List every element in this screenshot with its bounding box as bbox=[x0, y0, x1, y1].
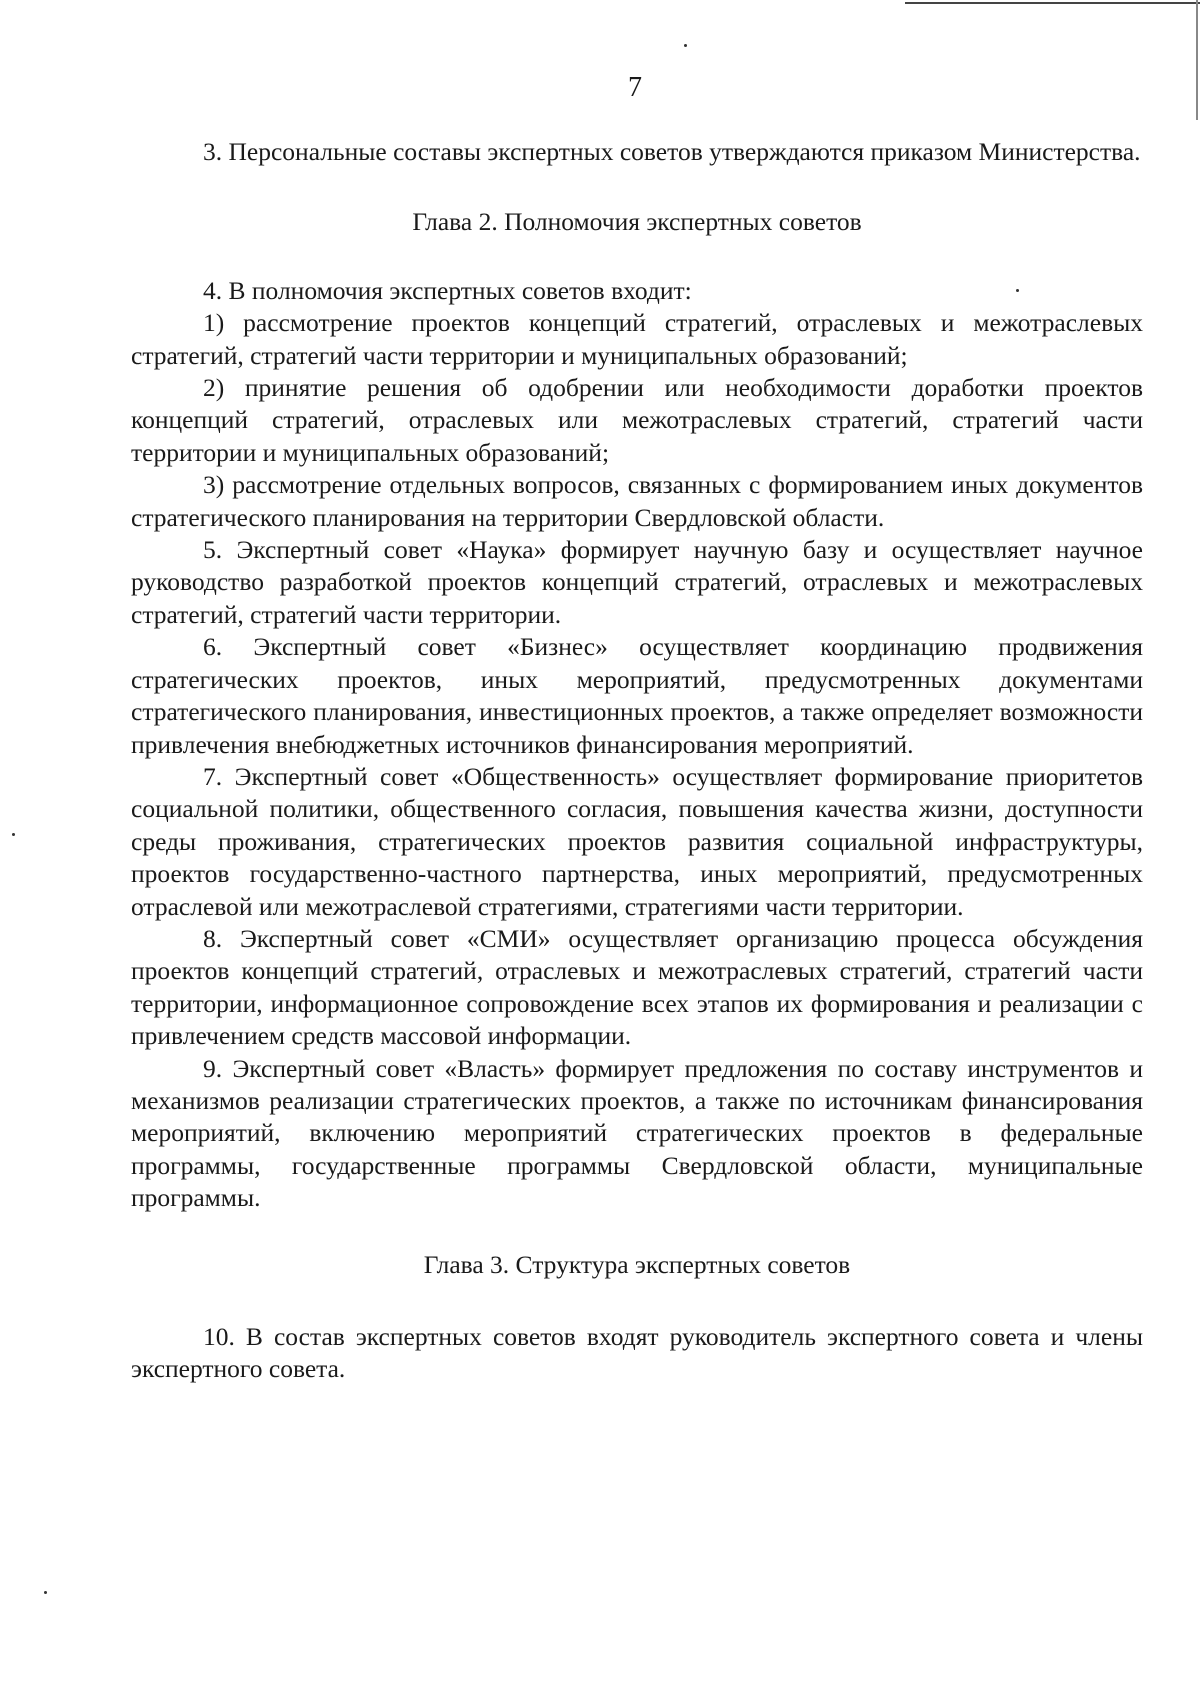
scan-edge-top bbox=[905, 2, 1200, 4]
paragraph-4-item-2: 2) принятие решения об одобрении или необходимости доработки проектов концепций стратегий, отраслевых или межотраслевых стратегий, стратегий части территории и муниципальных образований; bbox=[131, 373, 1143, 467]
paragraph-7: 7. Экспертный совет «Общественность» осуществляет формирование приоритетов социальной политики, общественного согласия, повышения качества жизни, доступности среды проживания, стратегических проектов развития социальной инфраструктуры, проектов государственно-частного партнерства, иных мероприятий, предусмотренных отраслевой или межотраслевой стратегиями, стратегиями части территории. bbox=[131, 761, 1143, 921]
paragraph-9: 9. Экспертный совет «Власть» формирует предложения по составу инструментов и механизмов реализации стратегических проектов, а также по источникам финансирования мероприятий, включению мероприятий стратегических проектов в федеральные программы, государственные программы Свердловской области, муниципальные программы. bbox=[131, 1053, 1143, 1213]
paragraph-3: 3. Персональные составы экспертных советов утверждаются приказом Министерства. bbox=[203, 137, 1141, 166]
scan-speck bbox=[12, 833, 15, 836]
scan-speck bbox=[44, 1591, 47, 1594]
scan-speck bbox=[684, 44, 687, 47]
paragraph-4: 4. В полномочия экспертных советов входит: bbox=[203, 275, 692, 305]
paragraph-6: 6. Экспертный совет «Бизнес» осуществляет координацию продвижения стратегических проектов, иных мероприятий, предусмотренных документами стратегического планирования, инвестиционных проектов, а также определяет возможности привлечения внебюджетных источников финансирования мероприятий. bbox=[131, 632, 1143, 759]
paragraph-4-item-3: 3) рассмотрение отдельных вопросов, связанных с формированием иных документов стратегического планирования на территории Свердловской области. bbox=[131, 470, 1143, 532]
document-body bbox=[131, 136, 1143, 1386]
paragraph-5: 5. Экспертный совет «Наука» формирует научную базу и осуществляет научное руководство разработкой проектов концепций стратегий, отраслевых и межотраслевых стратегий, стратегий части территории. bbox=[131, 535, 1143, 629]
paragraph-4-item-1: 1) рассмотрение проектов концепций стратегий, отраслевых и межотраслевых стратегий, стратегий части территории и муниципальных образований; bbox=[131, 308, 1143, 370]
chapter-3-heading: Глава 3. Структура экспертных советов bbox=[423, 1249, 851, 1279]
page-number: 7 bbox=[628, 72, 642, 103]
chapter-2-heading: Глава 2. Полномочия экспертных советов bbox=[412, 207, 862, 237]
paragraph-10: 10. В состав экспертных советов входят руководитель экспертного совета и члены экспертного совета. bbox=[131, 1322, 1143, 1384]
paragraph-8: 8. Экспертный совет «СМИ» осуществляет организацию процесса обсуждения проектов концепций стратегий, отраслевых и межотраслевых стратегий, стратегий части территории, информационное сопровождение всех этапов их формирования и реализации с привлечением средств массовой информации. bbox=[131, 923, 1143, 1051]
